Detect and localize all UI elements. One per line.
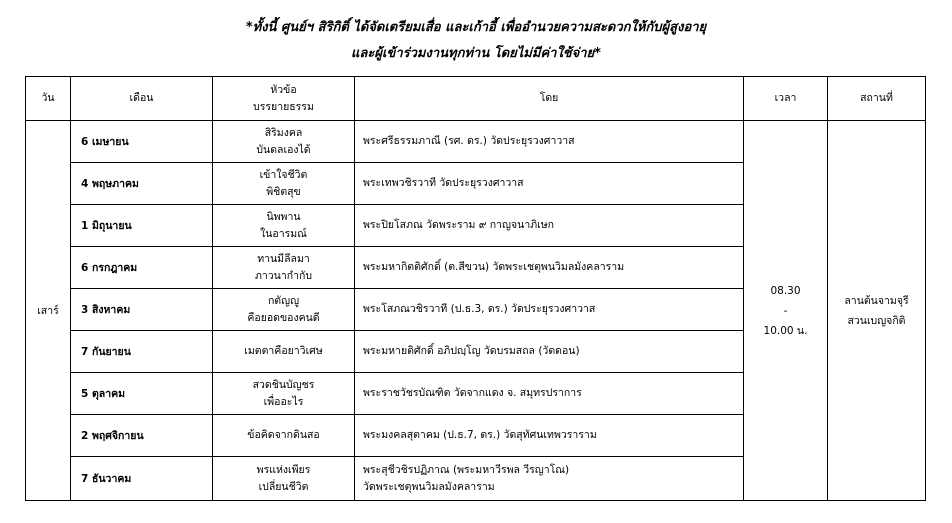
topic-cell	[213, 121, 355, 163]
topic-cell	[213, 205, 355, 247]
topic-line: เข้าใจชีวิต	[259, 168, 308, 181]
header-by: โดย	[355, 77, 744, 121]
topic-line: เปลี่ยนชีวิต	[258, 480, 309, 493]
table-row	[26, 121, 926, 163]
header-day: วัน	[26, 77, 71, 121]
speaker-line: พระราชวัชรบัณฑิต วัดจากแดง จ. สมุทรปราการ	[363, 387, 582, 399]
topic-line: สิริมงคล	[264, 126, 303, 139]
speaker-line: พระมงคลสุตาคม (ป.ธ.7, ดร.) วัดสุทัศนเทพวราราม	[363, 429, 597, 441]
place-line1: ลานต้นจามจุรี	[844, 294, 909, 307]
topic-line: พรแห่งเพียร	[256, 463, 311, 476]
speaker-cell	[355, 373, 744, 415]
speaker-line: พระศรีธรรมภาณี (รศ. ดร.) วัดประยุรวงศาวาส	[363, 135, 575, 147]
topic-line: นิพพาน	[266, 210, 301, 223]
time-start: 08.30	[770, 284, 801, 297]
topic-cell	[213, 457, 355, 501]
speaker-cell	[355, 289, 744, 331]
schedule-body	[26, 121, 926, 501]
speaker-cell	[355, 121, 744, 163]
topic-line: เมตตาคือยาวิเศษ	[244, 345, 323, 357]
speaker-line: พระปิยโสภณ วัดพระราม ๙ กาญจนาภิเษก	[363, 219, 555, 231]
header-month: เดือน	[71, 77, 213, 121]
topic-line: พิชิตสุข	[266, 185, 301, 198]
notice-line-2: และผู้เข้าร่วมงานทุกท่าน โดยไม่มีค่าใช้จ่าย*	[351, 46, 601, 61]
speaker-cell	[355, 331, 744, 373]
speaker-cell	[355, 247, 744, 289]
place-cell	[828, 121, 926, 501]
month-cell: 6 กรกฎาคม	[71, 247, 213, 289]
topic-line: กตัญญู	[267, 294, 300, 307]
header-topic	[213, 77, 355, 121]
topic-cell	[213, 373, 355, 415]
speaker-cell	[355, 205, 744, 247]
time-cell	[744, 121, 828, 501]
topic-line: ทานมีลีลมา	[257, 252, 310, 265]
speaker-line: พระเทพวชิรวาที วัดประยุรวงศาวาส	[363, 177, 524, 189]
topic-cell	[213, 289, 355, 331]
month-cell: 7 กันยายน	[71, 331, 213, 373]
speaker-cell	[355, 163, 744, 205]
topic-line: คือยอดของคนดี	[247, 311, 320, 324]
month-cell: 2 พฤศจิกายน	[71, 415, 213, 457]
month-cell: 5 ตุลาคม	[71, 373, 213, 415]
topic-line: บันดลเองได้	[256, 143, 311, 156]
topic-line: สวดชินบัญชร	[252, 378, 315, 391]
header-time: เวลา	[744, 77, 828, 121]
month-cell: 1 มิถุนายน	[71, 205, 213, 247]
speaker-line: วัดพระเชตุพนวิมลมังคลาราม	[363, 480, 495, 493]
table-header-row	[26, 77, 926, 121]
topic-cell	[213, 415, 355, 457]
topic-cell	[213, 163, 355, 205]
month-cell: 7 ธันวาคม	[71, 457, 213, 501]
speaker-line: พระโสภณวชิรวาที (ป.ธ.3, ดร.) วัดประยุรวงศาวาส	[363, 303, 596, 315]
place-line2: สวนเบญจกิติ	[847, 314, 906, 327]
header-topic-line1: หัวข้อ	[270, 83, 297, 96]
month-cell: 3 สิงหาคม	[71, 289, 213, 331]
header-topic-line2: บรรยายธรรม	[253, 100, 314, 113]
schedule-table	[25, 76, 926, 501]
topic-cell	[213, 331, 355, 373]
day-cell: เสาร์	[26, 121, 71, 501]
topic-line: ภาวนากำกับ	[254, 269, 313, 282]
speaker-line: พระมหากิตติศักดิ์ (ต.สีขวน) วัดพระเชตุพนวิมลมังคลาราม	[363, 261, 625, 273]
time-sep: -	[783, 304, 788, 317]
speaker-cell	[355, 457, 744, 501]
time-end: 10.00 น.	[763, 324, 808, 337]
topic-line: ข้อคิดจากดินสอ	[247, 429, 320, 441]
month-cell: 6 เมษายน	[71, 121, 213, 163]
month-cell: 4 พฤษภาคม	[71, 163, 213, 205]
topic-cell	[213, 247, 355, 289]
speaker-line: พระสุชีวชิรปฏิภาณ (พระมหาวีรพล วีรญาโณ)	[363, 463, 570, 476]
notice-line-1: *ทั้งนี้ ศูนย์ฯ สิริกิติ์ ได้จัดเตรียมเสื่อ และเก้าอี้ เพื่ออำนวยความสะดวกให้กับผู้สูงอายุ	[245, 20, 707, 35]
topic-line: ในอารมณ์	[260, 227, 307, 240]
speaker-line: พระมหายติศักดิ์ อภิปญฺโญ วัดบรมสถล (วัดดอน)	[363, 345, 580, 357]
topic-line: เพื่ออะไร	[263, 395, 304, 408]
speaker-cell	[355, 415, 744, 457]
header-place: สถานที่	[828, 77, 926, 121]
